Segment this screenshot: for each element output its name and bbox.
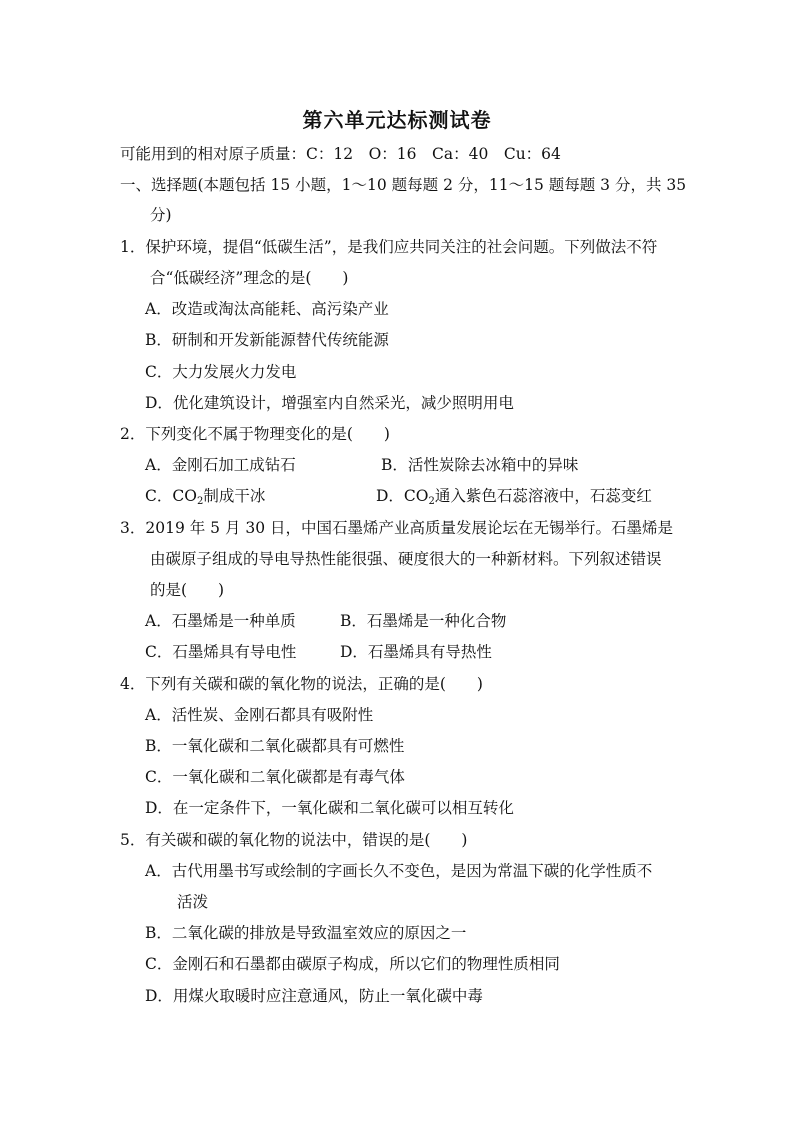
section-heading-line1: 一、选择题(本题包括 15 小题，1～10 题每题 2 分，11～15 题每题 3 分，共 35: [120, 176, 687, 194]
q4-option-c: C．一氧化碳和二氧化碳都是有毒气体: [145, 768, 405, 786]
q4-stem: 4．下列有关碳和碳的氧化物的说法，正确的是( ): [120, 675, 483, 693]
q5-option-a-line1: A．古代用墨书写或绘制的字画长久不变色，是因为常温下碳的化学性质不: [145, 862, 653, 880]
q3-stem-line1: 3．2019 年 5 月 30 日，中国石墨烯产业高质量发展论坛在无锡举行。石墨烯是: [120, 519, 674, 537]
q2-option-c: C．$CO_2$制成干冰: [145, 487, 266, 507]
q1-stem-line1: 1．保护环境，提倡“低碳生活”，是我们应共同关注的社会问题。下列做法不符: [120, 238, 658, 256]
q3-option-c: C．石墨烯具有导电性: [145, 643, 297, 661]
page-title: 第六单元达标测试卷: [302, 108, 492, 132]
q1-option-c: C．大力发展火力发电: [145, 363, 297, 381]
q3-option-a: A．石墨烯是一种单质: [145, 612, 296, 630]
q2-option-b: B．活性炭除去冰箱中的异味: [381, 456, 579, 474]
q3-option-d: D．石墨烯具有导热性: [340, 643, 492, 661]
section-heading-line2: 分): [150, 206, 172, 224]
q4-option-b: B．一氧化碳和二氧化碳都具有可燃性: [145, 737, 405, 755]
q4-option-d: D．在一定条件下，一氧化碳和二氧化碳可以相互转化: [145, 799, 514, 817]
q1-option-a: A．改造或淘汰高能耗、高污染产业: [145, 300, 389, 318]
q2-option-a: A．金刚石加工成钻石: [145, 456, 296, 474]
q1-stem-line2: 合“低碳经济”理念的是( ): [150, 269, 349, 287]
q3-option-b: B．石墨烯是一种化合物: [340, 612, 507, 630]
q1-option-d: D．优化建筑设计，增强室内自然采光，减少照明用电: [145, 394, 514, 412]
q2-option-d: D．$CO_2$通入紫色石蕊溶液中，石蕊变红: [376, 487, 652, 507]
q5-option-a-line2: 活泼: [177, 893, 209, 911]
q3-stem-line3: 的是( ): [150, 581, 225, 599]
q2-stem: 2．下列变化不属于物理变化的是( ): [120, 425, 390, 443]
q1-option-b: B．研制和开发新能源替代传统能源: [145, 331, 389, 349]
q5-option-c: C．金刚石和石墨都由碳原子构成，所以它们的物理性质相同: [145, 955, 560, 973]
q5-option-d: D．用煤火取暖时应注意通风，防止一氧化碳中毒: [145, 987, 483, 1005]
q3-stem-line2: 由碳原子组成的导电导热性能很强、硬度很大的一种新材料。下列叙述错误: [150, 550, 662, 568]
q5-option-b: B．二氧化碳的排放是导致温室效应的原因之一: [145, 924, 467, 942]
q5-stem: 5．有关碳和碳的氧化物的说法中，错误的是( ): [120, 831, 468, 849]
q4-option-a: A．活性炭、金刚石都具有吸附性: [145, 706, 374, 724]
atomic-mass-line: 可能用到的相对原子质量：C：12 O：16 Ca：40 Cu：64: [120, 145, 561, 163]
